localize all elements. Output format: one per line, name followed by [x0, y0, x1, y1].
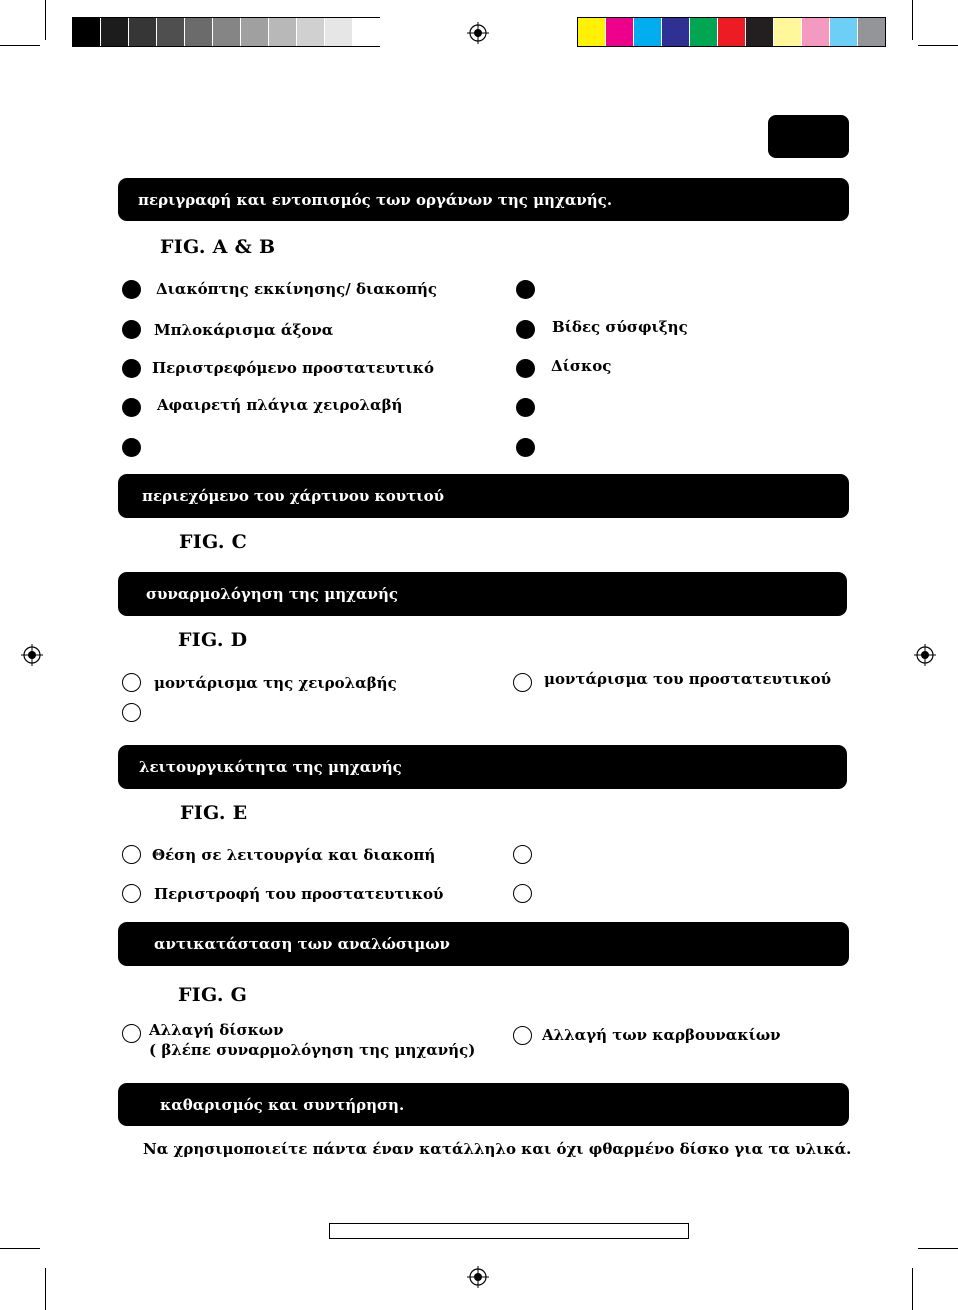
item-bullet — [122, 438, 141, 457]
section-title: καθαρισμός και συντήρηση. — [160, 1095, 405, 1114]
item-bullet — [513, 673, 532, 692]
item-label: Μπλοκάρισμα άξονα — [154, 321, 334, 339]
color-swatch — [662, 18, 689, 46]
item-label: μοντάρισμα του προστατευτικού — [544, 670, 832, 688]
figure-title-ab: FIG. A & B — [160, 236, 276, 258]
item-bullet — [513, 1026, 532, 1045]
item-sublabel: ( βλέπε συναρμολόγηση της μηχανής) — [149, 1041, 476, 1059]
gray-swatch — [157, 18, 184, 46]
item-bullet — [516, 280, 535, 299]
figure-title-g: FIG. G — [178, 984, 248, 1006]
section-header-functioning — [118, 745, 847, 789]
section-header-description — [118, 178, 849, 221]
item-label: Αλλαγή δίσκων — [149, 1021, 284, 1039]
gray-swatch — [101, 18, 128, 46]
gray-swatch — [241, 18, 268, 46]
registration-mark-icon — [914, 644, 936, 666]
item-label: Περιστρεφόμενο προστατευτικό — [152, 359, 434, 377]
registration-mark-icon — [467, 22, 489, 44]
section-title: αντικατάσταση των αναλώσιμων — [154, 935, 450, 953]
gray-swatch — [353, 18, 380, 46]
figure-title-e: FIG. E — [180, 802, 248, 824]
color-swatch — [690, 18, 717, 46]
item-bullet — [122, 884, 141, 903]
item-bullet — [516, 398, 535, 417]
section-header-assembly — [118, 572, 847, 616]
item-label: Αλλαγή των καρβουνακίων — [542, 1026, 781, 1044]
item-bullet — [122, 845, 141, 864]
crop-mark — [0, 1248, 40, 1249]
crop-mark — [45, 0, 46, 40]
section-title: περιεχόμενο του χάρτινου κουτιού — [142, 487, 444, 505]
section-header-cleaning — [118, 1083, 849, 1126]
item-bullet — [513, 884, 532, 903]
section-title: λειτουργικότητα της μηχανής — [139, 758, 402, 776]
crop-mark — [912, 0, 913, 40]
section-header-consumables — [118, 922, 849, 966]
crop-mark — [0, 45, 40, 46]
item-bullet — [122, 359, 141, 378]
color-swatch — [718, 18, 745, 46]
item-bullet — [516, 359, 535, 378]
section-title: συναρμολόγηση της μηχανής — [146, 585, 398, 603]
cleaning-instruction: Να χρησιμοποιείτε πάντα έναν κατάλληλο και όχι φθαρμένο δίσκο για τα υλικά. — [143, 1140, 852, 1158]
item-label: Αφαιρετή πλάγια χειρολαβή — [157, 396, 403, 414]
item-bullet — [122, 703, 141, 722]
color-swatch — [746, 18, 773, 46]
gray-swatch — [73, 18, 100, 46]
gray-swatch — [269, 18, 296, 46]
gray-swatch — [185, 18, 212, 46]
item-label: Βίδες σύσφιξης — [552, 318, 688, 336]
item-label: Θέση σε λειτουργία και διακοπή — [152, 846, 436, 864]
figure-title-d: FIG. D — [178, 629, 248, 651]
item-bullet — [122, 398, 141, 417]
color-swatch — [774, 18, 801, 46]
section-header-box-contents — [118, 474, 849, 518]
item-label: Δίσκος — [551, 357, 612, 375]
color-swatch — [802, 18, 829, 46]
color-swatch — [830, 18, 857, 46]
item-bullet — [122, 320, 141, 339]
gray-swatch — [325, 18, 352, 46]
item-bullet — [122, 673, 141, 692]
crop-mark — [45, 1268, 46, 1310]
color-swatch — [606, 18, 633, 46]
gray-swatch — [297, 18, 324, 46]
language-tab — [768, 115, 849, 158]
item-label: Διακόπτης εκκίνησης/ διακοπής — [156, 280, 438, 298]
crop-mark — [918, 1248, 958, 1249]
item-bullet — [516, 320, 535, 339]
item-bullet — [513, 845, 532, 864]
registration-mark-icon — [21, 644, 43, 666]
registration-mark-icon — [467, 1266, 489, 1288]
gray-swatch — [129, 18, 156, 46]
crop-mark — [912, 1268, 913, 1310]
crop-mark — [918, 45, 958, 46]
item-label: Περιστροφή του προστατευτικού — [154, 885, 444, 903]
gray-swatch — [213, 18, 240, 46]
item-bullet — [516, 438, 535, 457]
section-title: περιγραφή και εντοπισμός των οργάνων της μηχανής. — [138, 190, 613, 209]
figure-title-c: FIG. C — [179, 531, 248, 553]
footer-box — [329, 1223, 689, 1239]
color-swatch — [578, 18, 605, 46]
item-bullet — [122, 280, 141, 299]
color-swatch — [634, 18, 661, 46]
item-bullet — [122, 1024, 141, 1043]
color-swatch — [858, 18, 885, 46]
item-label: μοντάρισμα της χειρολαβής — [154, 674, 397, 692]
